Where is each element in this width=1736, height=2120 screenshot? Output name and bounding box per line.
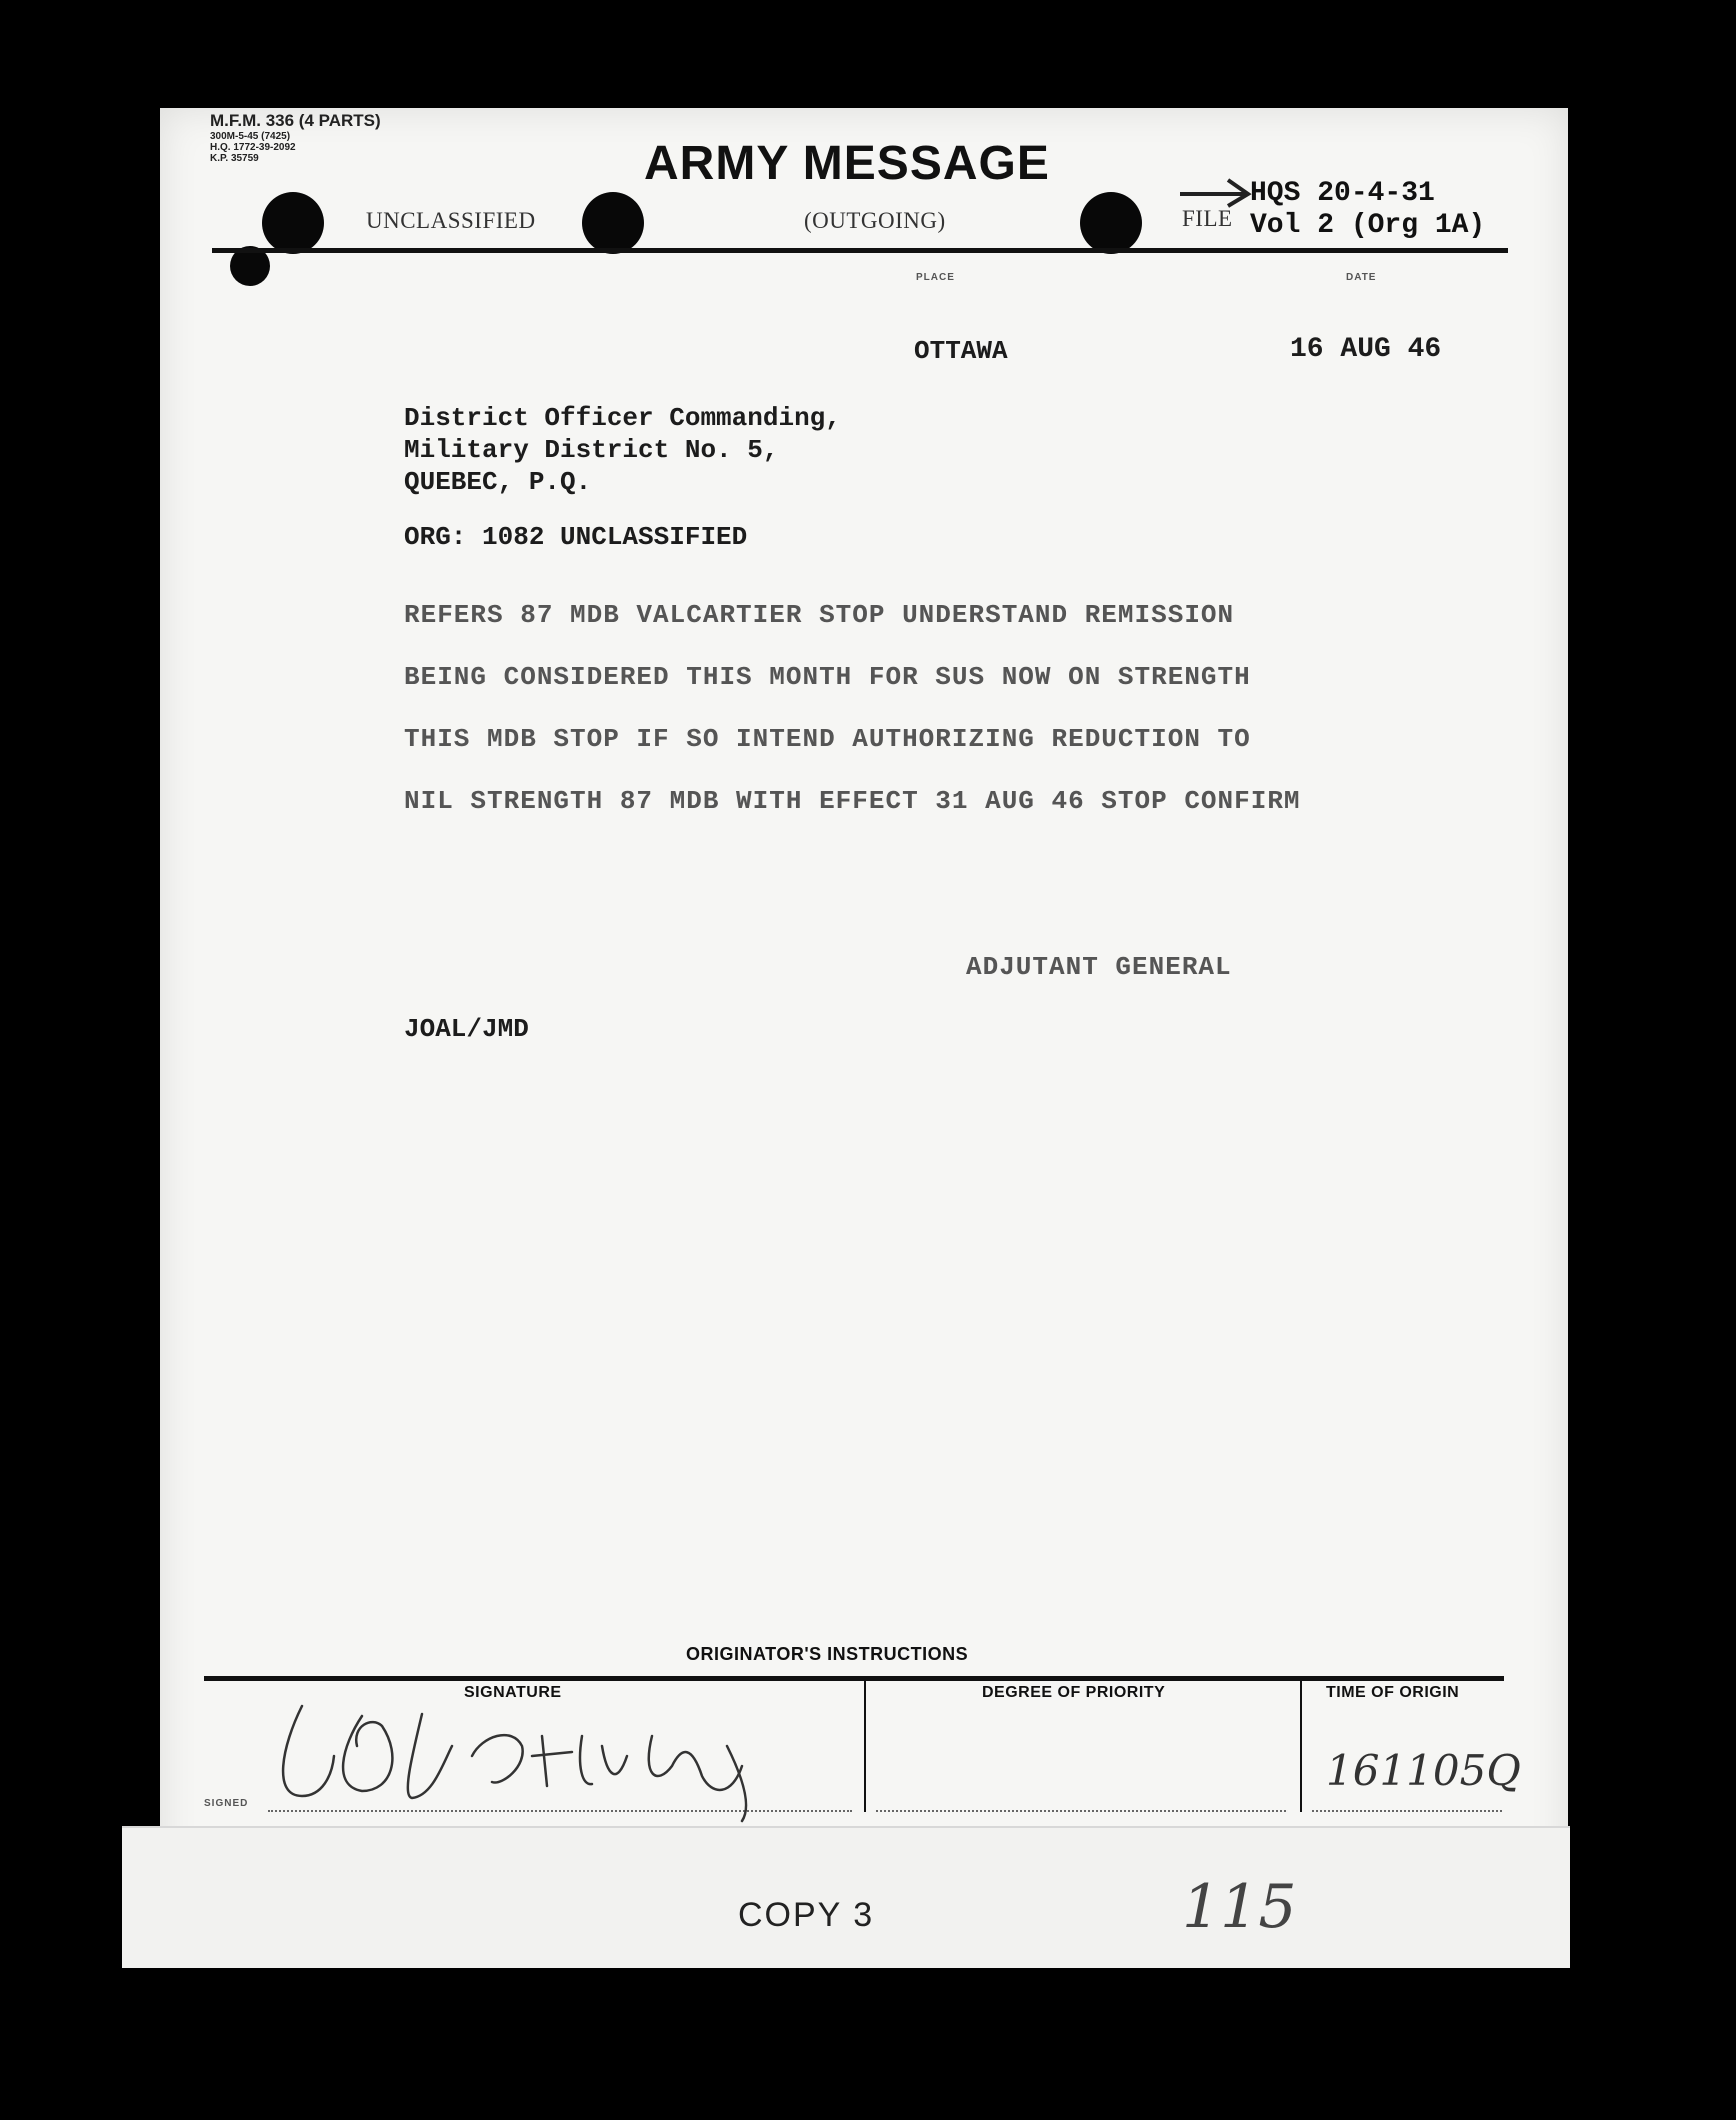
form-code-line: K.P. 35759 xyxy=(210,152,259,164)
classification-label: UNCLASSIFIED xyxy=(366,208,536,233)
punch-hole xyxy=(1080,192,1142,254)
time-line xyxy=(1312,1810,1502,1812)
body-line: THIS MDB STOP IF SO INTEND AUTHORIZING REDUCTION TO xyxy=(404,724,1251,754)
address-line: Military District No. 5, xyxy=(404,435,779,465)
body-line: REFERS 87 MDB VALCARTIER STOP UNDERSTAND REMISSION xyxy=(404,600,1235,630)
direction-label: (OUTGOING) xyxy=(804,208,946,233)
file-reference xyxy=(1250,178,1485,242)
place-label: PLACE xyxy=(916,272,955,283)
copy-label: COPY 3 xyxy=(738,1896,875,1934)
form-code-line: 300M-5-45 (7425) xyxy=(210,130,291,142)
form-title: ARMY MESSAGE xyxy=(644,137,1050,190)
handwritten-signature xyxy=(272,1686,772,1826)
body-line: NIL STRENGTH 87 MDB WITH EFFECT 31 AUG 46 STOP CONFIRM xyxy=(404,786,1301,816)
message-body xyxy=(404,584,1301,832)
address-line: QUEBEC, P.Q. xyxy=(404,467,592,497)
punch-hole xyxy=(262,192,324,254)
message-place: OTTAWA xyxy=(914,336,1008,366)
signed-label: SIGNED xyxy=(204,1798,249,1809)
time-of-origin-value: 161105Q xyxy=(1326,1746,1521,1795)
column-divider xyxy=(1300,1680,1302,1812)
file-ref-line: Vol 2 (Org 1A) xyxy=(1250,210,1486,242)
file-ref-line: HQS 20-4-31 xyxy=(1250,178,1435,209)
org-line: ORG: 1082 UNCLASSIFIED xyxy=(404,522,748,552)
date-label: DATE xyxy=(1346,272,1377,283)
column-divider xyxy=(864,1680,866,1812)
punch-hole xyxy=(582,192,644,254)
time-of-origin-label: TIME OF ORIGIN xyxy=(1326,1684,1460,1701)
originator-rule xyxy=(204,1676,1504,1681)
page-mark: 115 xyxy=(1182,1872,1297,1942)
signature-label: SIGNATURE xyxy=(464,1684,562,1701)
reference-initials: JOAL/JMD xyxy=(404,1014,529,1044)
priority-line xyxy=(876,1810,1286,1812)
message-date: 16 AUG 46 xyxy=(1290,334,1442,365)
priority-label: DEGREE OF PRIORITY xyxy=(982,1684,1166,1701)
sender: ADJUTANT GENERAL xyxy=(966,952,1232,982)
originator-heading: ORIGINATOR'S INSTRUCTIONS xyxy=(686,1644,969,1664)
form-code-line: M.F.M. 336 (4 PARTS) xyxy=(210,111,381,130)
file-label: FILE xyxy=(1182,206,1233,231)
form-codes xyxy=(210,112,381,164)
header-rule xyxy=(212,248,1508,253)
address-block xyxy=(404,402,841,498)
form-code-line: H.Q. 1772-39-2092 xyxy=(210,141,296,153)
body-line: BEING CONSIDERED THIS MONTH FOR SUS NOW ON STRENGTH xyxy=(404,662,1251,692)
address-line: District Officer Commanding, xyxy=(404,403,841,433)
